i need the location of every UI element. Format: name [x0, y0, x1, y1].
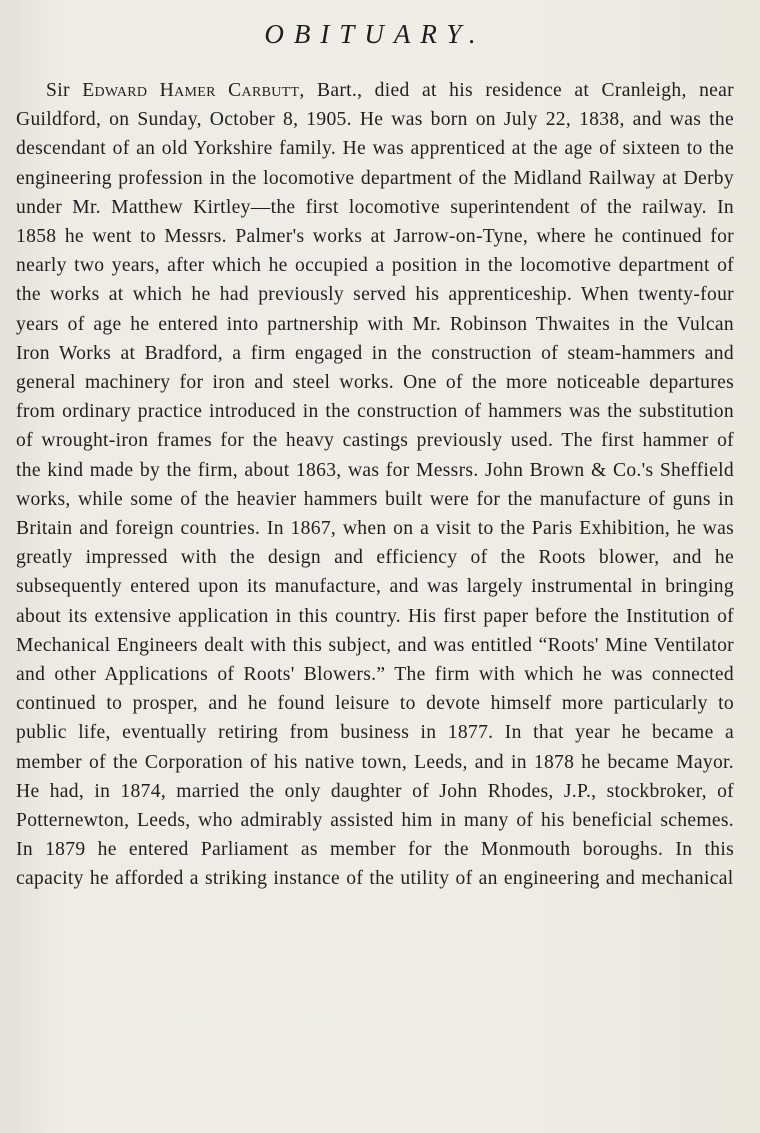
deceased-name: Edward Hamer Carbutt — [82, 80, 300, 101]
page-title: OBITUARY. — [264, 19, 486, 49]
obituary-body-text: , Bart., died at his residence at Cranleigh, near Guildford, on Sunday, October 8, 1905. He was born on July 22, 1838, and was the descendant of an old Yorkshire family. He was apprenticed at the age of sixteen to the engineering profession in the locomotive department of the Midland Railway at Derby under Mr. Matthew Kirtley—the first locomotive superintendent of the railway. In 1858 he went to Messrs. Palmer's works at Jarrow-on-Tyne, where he continued for nearly two years, after which he occupied a position in the locomotive department of the works at which he had previously served his apprenticeship. When twenty-four years of age he entered into partnership with Mr. Robinson Thwaites in the Vulcan Iron Works at Bradford, a firm engaged in the construction of steam-hammers and general machinery for iron and steel works. One of the more noticeable departures from ordinary practice introduced in the construction of hammers was the substitution of wrought-iron frames for the heavy castings previously used. The first hammer of the kind made by the firm, about 1863, was for Messrs. John Brown & Co.'s Sheffield works, while some of the heavier hammers built were for the manufacture of guns in Britain and foreign countries. In 1867, when on a visit to the Paris Exhibition, he was greatly impressed with the design and efficiency of the Roots blower, and he subsequently entered upon its manufacture, and was largely instrumental in bringing about its extensive application in this country. His first paper before the Institution of Mechanical Engineers dealt with this subject, and was entitled “Roots' Mine Ventilator and other Applications of Roots' Blowers.” The firm with which he was connected continued to prosper, and he found leisure to devote himself more particularly to public life, eventually retiring from business in 1877. In that year he became a member of the Corporation of his native town, Leeds, and in 1878 he became Mayor. He had, in 1874, married the only daughter of John Rhodes, J.P., stockbroker, of Potternewton, Leeds, who admirably assisted him in many of his beneficial schemes. In 1879 he entered Parliament as member for the Monmouth boroughs. In this capacity he afforded a striking instance of the utility of an engineering and mechanical — [16, 80, 735, 890]
obituary-paragraph — [16, 76, 734, 894]
lead-honorific: Sir — [46, 80, 70, 101]
